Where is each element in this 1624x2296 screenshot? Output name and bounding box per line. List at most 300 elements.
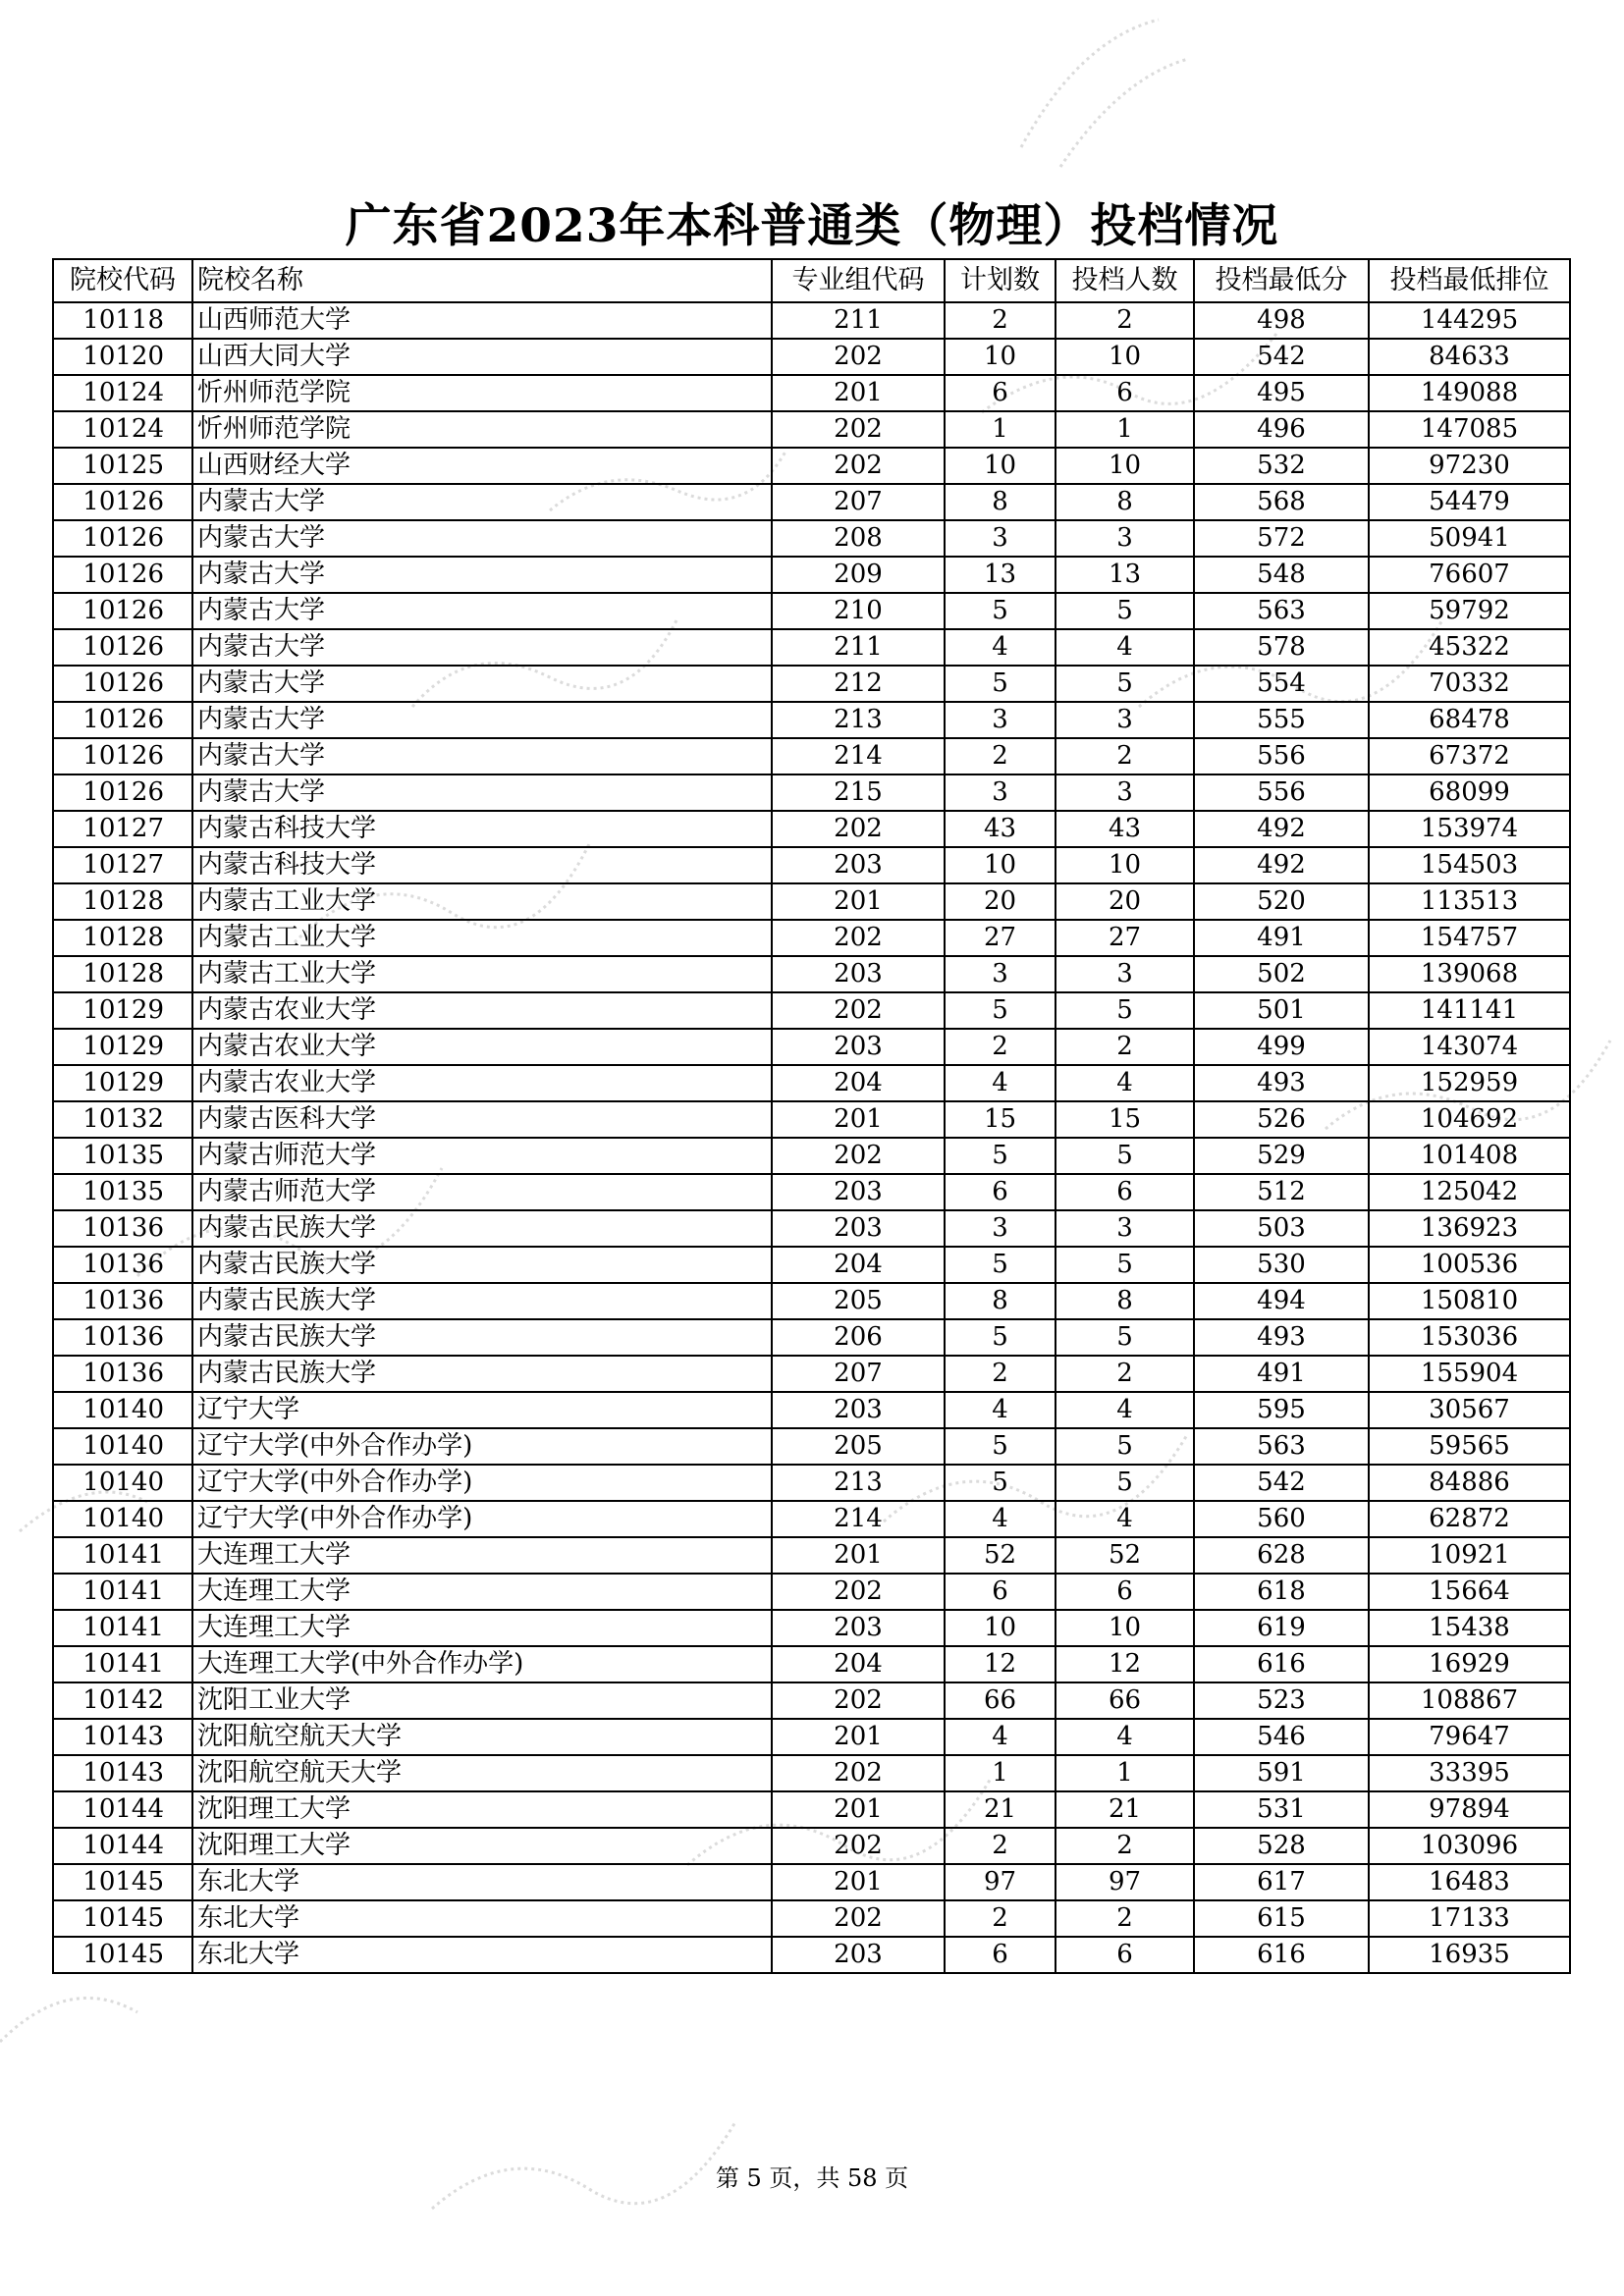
page-title: 广东省2023年本科普通类（物理）投档情况	[345, 199, 1279, 253]
cell-plan: 52	[945, 1537, 1056, 1574]
cell-group-code: 203	[772, 847, 945, 883]
page-footer: 第 5 页，共 58 页	[715, 2164, 909, 2192]
cell-school-name: 内蒙古农业大学	[192, 992, 772, 1029]
cell-school-name: 东北大学	[192, 1937, 772, 1973]
cell-min-rank: 59565	[1369, 1428, 1570, 1465]
cell-admitted: 1	[1056, 411, 1194, 448]
cell-plan: 13	[945, 557, 1056, 593]
cell-admitted: 52	[1056, 1537, 1194, 1574]
cell-min-rank: 152959	[1369, 1065, 1570, 1101]
cell-min-score: 616	[1194, 1646, 1369, 1682]
cell-school-code: 10120	[53, 339, 192, 375]
cell-min-score: 498	[1194, 302, 1369, 339]
cell-min-score: 554	[1194, 666, 1369, 702]
cell-school-code: 10124	[53, 375, 192, 411]
table-row	[53, 666, 1570, 702]
cell-plan: 3	[945, 956, 1056, 992]
cell-admitted: 2	[1056, 1029, 1194, 1065]
cell-group-code: 214	[772, 738, 945, 774]
cell-group-code: 209	[772, 557, 945, 593]
cell-min-rank: 62872	[1369, 1501, 1570, 1537]
cell-min-rank: 84633	[1369, 339, 1570, 375]
cell-group-code: 211	[772, 629, 945, 666]
cell-min-rank: 84886	[1369, 1465, 1570, 1501]
cell-school-name: 内蒙古医科大学	[192, 1101, 772, 1138]
table-row	[53, 1610, 1570, 1646]
table-row	[53, 847, 1570, 883]
cell-min-score: 492	[1194, 811, 1369, 847]
cell-min-score: 555	[1194, 702, 1369, 738]
cell-min-score: 495	[1194, 375, 1369, 411]
table-row	[53, 1029, 1570, 1065]
cell-plan: 10	[945, 1610, 1056, 1646]
cell-plan: 6	[945, 1574, 1056, 1610]
cell-min-score: 502	[1194, 956, 1369, 992]
cell-plan: 10	[945, 339, 1056, 375]
cell-group-code: 207	[772, 1356, 945, 1392]
table-row	[53, 1283, 1570, 1319]
cell-school-name: 内蒙古科技大学	[192, 847, 772, 883]
header-school-name: 院校名称	[192, 259, 772, 302]
cell-plan: 2	[945, 1029, 1056, 1065]
cell-admitted: 4	[1056, 1501, 1194, 1537]
cell-min-rank: 101408	[1369, 1138, 1570, 1174]
cell-min-score: 491	[1194, 1356, 1369, 1392]
cell-school-code: 10128	[53, 883, 192, 920]
cell-school-code: 10136	[53, 1247, 192, 1283]
cell-school-code: 10126	[53, 629, 192, 666]
cell-min-score: 578	[1194, 629, 1369, 666]
cell-school-name: 大连理工大学	[192, 1610, 772, 1646]
cell-school-name: 内蒙古民族大学	[192, 1319, 772, 1356]
cell-group-code: 206	[772, 1319, 945, 1356]
cell-group-code: 208	[772, 520, 945, 557]
cell-group-code: 213	[772, 1465, 945, 1501]
cell-admitted: 5	[1056, 593, 1194, 629]
cell-group-code: 201	[772, 375, 945, 411]
cell-school-code: 10145	[53, 1900, 192, 1937]
cell-min-score: 528	[1194, 1828, 1369, 1864]
cell-min-rank: 144295	[1369, 302, 1570, 339]
cell-school-name: 内蒙古大学	[192, 702, 772, 738]
cell-min-rank: 154503	[1369, 847, 1570, 883]
table-body	[53, 302, 1570, 1973]
cell-group-code: 202	[772, 411, 945, 448]
cell-plan: 43	[945, 811, 1056, 847]
cell-min-score: 492	[1194, 847, 1369, 883]
cell-min-rank: 45322	[1369, 629, 1570, 666]
cell-group-code: 203	[772, 1610, 945, 1646]
cell-school-code: 10125	[53, 448, 192, 484]
cell-min-rank: 33395	[1369, 1755, 1570, 1791]
cell-plan: 8	[945, 484, 1056, 520]
cell-group-code: 202	[772, 992, 945, 1029]
cell-min-score: 616	[1194, 1937, 1369, 1973]
cell-school-name: 内蒙古工业大学	[192, 883, 772, 920]
cell-min-rank: 16483	[1369, 1864, 1570, 1900]
cell-plan: 2	[945, 1900, 1056, 1937]
cell-min-rank: 97894	[1369, 1791, 1570, 1828]
cell-min-rank: 68478	[1369, 702, 1570, 738]
table-row	[53, 629, 1570, 666]
cell-admitted: 3	[1056, 702, 1194, 738]
cell-admitted: 5	[1056, 1428, 1194, 1465]
cell-school-name: 内蒙古民族大学	[192, 1356, 772, 1392]
cell-min-score: 556	[1194, 774, 1369, 811]
table-row	[53, 1682, 1570, 1719]
cell-school-name: 山西师范大学	[192, 302, 772, 339]
cell-min-score: 526	[1194, 1101, 1369, 1138]
table-row	[53, 1900, 1570, 1937]
table-row	[53, 1574, 1570, 1610]
cell-group-code: 214	[772, 1501, 945, 1537]
cell-admitted: 10	[1056, 339, 1194, 375]
cell-group-code: 215	[772, 774, 945, 811]
cell-school-code: 10140	[53, 1465, 192, 1501]
cell-min-rank: 70332	[1369, 666, 1570, 702]
cell-school-code: 10128	[53, 956, 192, 992]
table-row	[53, 738, 1570, 774]
table-row	[53, 593, 1570, 629]
cell-min-score: 503	[1194, 1210, 1369, 1247]
cell-group-code: 213	[772, 702, 945, 738]
cell-min-rank: 15438	[1369, 1610, 1570, 1646]
cell-plan: 6	[945, 1174, 1056, 1210]
cell-plan: 5	[945, 1138, 1056, 1174]
cell-plan: 10	[945, 847, 1056, 883]
cell-min-rank: 153036	[1369, 1319, 1570, 1356]
cell-min-rank: 154757	[1369, 920, 1570, 956]
table-row	[53, 302, 1570, 339]
cell-admitted: 8	[1056, 484, 1194, 520]
cell-min-score: 615	[1194, 1900, 1369, 1937]
cell-admitted: 21	[1056, 1791, 1194, 1828]
cell-admitted: 20	[1056, 883, 1194, 920]
cell-plan: 4	[945, 1065, 1056, 1101]
cell-school-name: 大连理工大学(中外合作办学)	[192, 1646, 772, 1682]
cell-school-code: 10136	[53, 1356, 192, 1392]
table-row	[53, 411, 1570, 448]
cell-school-code: 10140	[53, 1501, 192, 1537]
cell-school-code: 10124	[53, 411, 192, 448]
header-group-code: 专业组代码	[772, 259, 945, 302]
cell-group-code: 203	[772, 1210, 945, 1247]
table-row	[53, 1428, 1570, 1465]
cell-school-code: 10129	[53, 1029, 192, 1065]
cell-min-score: 619	[1194, 1610, 1369, 1646]
cell-group-code: 202	[772, 1828, 945, 1864]
table-row	[53, 1719, 1570, 1755]
header-school-code: 院校代码	[53, 259, 192, 302]
table-row	[53, 956, 1570, 992]
cell-admitted: 5	[1056, 1319, 1194, 1356]
cell-school-code: 10126	[53, 702, 192, 738]
cell-min-rank: 147085	[1369, 411, 1570, 448]
cell-admitted: 15	[1056, 1101, 1194, 1138]
table-row	[53, 1392, 1570, 1428]
cell-school-name: 内蒙古工业大学	[192, 920, 772, 956]
cell-plan: 3	[945, 774, 1056, 811]
table-row	[53, 1319, 1570, 1356]
cell-school-code: 10135	[53, 1138, 192, 1174]
cell-school-code: 10144	[53, 1791, 192, 1828]
cell-group-code: 210	[772, 593, 945, 629]
cell-school-code: 10141	[53, 1537, 192, 1574]
header-min-score: 投档最低分	[1194, 259, 1369, 302]
cell-school-code: 10142	[53, 1682, 192, 1719]
cell-admitted: 3	[1056, 1210, 1194, 1247]
cell-school-name: 沈阳理工大学	[192, 1828, 772, 1864]
cell-group-code: 202	[772, 1900, 945, 1937]
header-plan: 计划数	[945, 259, 1056, 302]
cell-min-rank: 150810	[1369, 1283, 1570, 1319]
header-min-rank: 投档最低排位	[1369, 259, 1570, 302]
table-row	[53, 1864, 1570, 1900]
table-row	[53, 448, 1570, 484]
table-row	[53, 1646, 1570, 1682]
cell-admitted: 5	[1056, 1247, 1194, 1283]
cell-group-code: 202	[772, 448, 945, 484]
cell-school-code: 10128	[53, 920, 192, 956]
cell-admitted: 6	[1056, 1174, 1194, 1210]
cell-plan: 3	[945, 1210, 1056, 1247]
cell-min-rank: 30567	[1369, 1392, 1570, 1428]
table-row	[53, 1828, 1570, 1864]
cell-group-code: 202	[772, 920, 945, 956]
cell-admitted: 5	[1056, 666, 1194, 702]
cell-group-code: 203	[772, 1174, 945, 1210]
cell-school-name: 沈阳工业大学	[192, 1682, 772, 1719]
cell-group-code: 204	[772, 1247, 945, 1283]
table-row	[53, 1174, 1570, 1210]
table-row	[53, 1356, 1570, 1392]
table-row	[53, 1101, 1570, 1138]
cell-plan: 8	[945, 1283, 1056, 1319]
cell-admitted: 10	[1056, 1610, 1194, 1646]
cell-admitted: 5	[1056, 1138, 1194, 1174]
cell-admitted: 2	[1056, 1828, 1194, 1864]
cell-min-score: 523	[1194, 1682, 1369, 1719]
cell-admitted: 43	[1056, 811, 1194, 847]
cell-school-name: 辽宁大学(中外合作办学)	[192, 1465, 772, 1501]
cell-school-name: 内蒙古师范大学	[192, 1138, 772, 1174]
table-row	[53, 1791, 1570, 1828]
cell-school-code: 10126	[53, 774, 192, 811]
cell-min-rank: 108867	[1369, 1682, 1570, 1719]
cell-min-score: 496	[1194, 411, 1369, 448]
table-row	[53, 339, 1570, 375]
cell-school-name: 山西财经大学	[192, 448, 772, 484]
cell-min-score: 542	[1194, 339, 1369, 375]
cell-admitted: 8	[1056, 1283, 1194, 1319]
cell-plan: 5	[945, 992, 1056, 1029]
cell-plan: 4	[945, 1392, 1056, 1428]
cell-school-code: 10126	[53, 666, 192, 702]
cell-admitted: 12	[1056, 1646, 1194, 1682]
cell-school-code: 10141	[53, 1610, 192, 1646]
cell-group-code: 201	[772, 883, 945, 920]
cell-min-rank: 67372	[1369, 738, 1570, 774]
cell-plan: 6	[945, 375, 1056, 411]
table-row	[53, 883, 1570, 920]
cell-min-score: 531	[1194, 1791, 1369, 1828]
table-row	[53, 484, 1570, 520]
cell-school-code: 10118	[53, 302, 192, 339]
cell-school-code: 10143	[53, 1719, 192, 1755]
cell-group-code: 202	[772, 1138, 945, 1174]
cell-group-code: 201	[772, 1791, 945, 1828]
cell-min-score: 546	[1194, 1719, 1369, 1755]
cell-min-rank: 155904	[1369, 1356, 1570, 1392]
cell-group-code: 201	[772, 1101, 945, 1138]
cell-min-rank: 143074	[1369, 1029, 1570, 1065]
cell-plan: 20	[945, 883, 1056, 920]
cell-plan: 5	[945, 1465, 1056, 1501]
cell-min-rank: 141141	[1369, 992, 1570, 1029]
table-row	[53, 1138, 1570, 1174]
cell-plan: 97	[945, 1864, 1056, 1900]
cell-school-name: 内蒙古大学	[192, 666, 772, 702]
cell-school-code: 10129	[53, 1065, 192, 1101]
cell-school-code: 10129	[53, 992, 192, 1029]
cell-min-rank: 17133	[1369, 1900, 1570, 1937]
table-row	[53, 557, 1570, 593]
cell-group-code: 201	[772, 1719, 945, 1755]
cell-school-name: 沈阳理工大学	[192, 1791, 772, 1828]
cell-school-name: 内蒙古农业大学	[192, 1065, 772, 1101]
cell-min-score: 560	[1194, 1501, 1369, 1537]
cell-group-code: 205	[772, 1428, 945, 1465]
cell-min-rank: 153974	[1369, 811, 1570, 847]
cell-school-name: 忻州师范学院	[192, 375, 772, 411]
cell-plan: 2	[945, 1828, 1056, 1864]
cell-plan: 2	[945, 738, 1056, 774]
table-row	[53, 1247, 1570, 1283]
cell-admitted: 3	[1056, 520, 1194, 557]
cell-admitted: 3	[1056, 774, 1194, 811]
cell-min-rank: 54479	[1369, 484, 1570, 520]
cell-admitted: 10	[1056, 847, 1194, 883]
cell-school-code: 10140	[53, 1428, 192, 1465]
cell-school-code: 10145	[53, 1864, 192, 1900]
cell-school-code: 10126	[53, 520, 192, 557]
cell-admitted: 5	[1056, 992, 1194, 1029]
cell-min-rank: 16929	[1369, 1646, 1570, 1682]
cell-plan: 2	[945, 302, 1056, 339]
cell-school-code: 10141	[53, 1574, 192, 1610]
cell-admitted: 97	[1056, 1864, 1194, 1900]
cell-school-name: 内蒙古大学	[192, 629, 772, 666]
cell-min-rank: 113513	[1369, 883, 1570, 920]
cell-min-score: 493	[1194, 1065, 1369, 1101]
cell-plan: 12	[945, 1646, 1056, 1682]
cell-min-rank: 104692	[1369, 1101, 1570, 1138]
table-row	[53, 1755, 1570, 1791]
table-row	[53, 375, 1570, 411]
cell-min-score: 591	[1194, 1755, 1369, 1791]
cell-min-rank: 10921	[1369, 1537, 1570, 1574]
cell-school-name: 辽宁大学	[192, 1392, 772, 1428]
cell-school-name: 东北大学	[192, 1900, 772, 1937]
cell-plan: 4	[945, 629, 1056, 666]
cell-school-name: 辽宁大学(中外合作办学)	[192, 1501, 772, 1537]
cell-min-rank: 79647	[1369, 1719, 1570, 1755]
table-row	[53, 1501, 1570, 1537]
cell-school-code: 10140	[53, 1392, 192, 1428]
cell-min-score: 595	[1194, 1392, 1369, 1428]
cell-group-code: 207	[772, 484, 945, 520]
cell-plan: 27	[945, 920, 1056, 956]
cell-admitted: 27	[1056, 920, 1194, 956]
cell-admitted: 2	[1056, 738, 1194, 774]
cell-admitted: 4	[1056, 1065, 1194, 1101]
cell-school-code: 10136	[53, 1283, 192, 1319]
cell-plan: 2	[945, 1356, 1056, 1392]
cell-school-name: 内蒙古大学	[192, 774, 772, 811]
cell-plan: 4	[945, 1719, 1056, 1755]
cell-min-score: 617	[1194, 1864, 1369, 1900]
cell-group-code: 204	[772, 1646, 945, 1682]
cell-min-score: 532	[1194, 448, 1369, 484]
cell-group-code: 211	[772, 302, 945, 339]
cell-min-rank: 139068	[1369, 956, 1570, 992]
cell-min-score: 563	[1194, 593, 1369, 629]
cell-school-name: 东北大学	[192, 1864, 772, 1900]
cell-school-name: 内蒙古大学	[192, 557, 772, 593]
table-row	[53, 811, 1570, 847]
cell-min-score: 494	[1194, 1283, 1369, 1319]
cell-group-code: 201	[772, 1864, 945, 1900]
cell-group-code: 203	[772, 1937, 945, 1973]
cell-school-name: 内蒙古大学	[192, 593, 772, 629]
cell-admitted: 2	[1056, 1356, 1194, 1392]
cell-school-name: 忻州师范学院	[192, 411, 772, 448]
cell-school-code: 10127	[53, 847, 192, 883]
cell-school-name: 辽宁大学(中外合作办学)	[192, 1428, 772, 1465]
cell-group-code: 212	[772, 666, 945, 702]
cell-school-code: 10126	[53, 557, 192, 593]
cell-plan: 21	[945, 1791, 1056, 1828]
cell-school-code: 10144	[53, 1828, 192, 1864]
cell-admitted: 66	[1056, 1682, 1194, 1719]
cell-admitted: 6	[1056, 1574, 1194, 1610]
cell-school-name: 内蒙古科技大学	[192, 811, 772, 847]
cell-group-code: 203	[772, 1029, 945, 1065]
cell-admitted: 6	[1056, 1937, 1194, 1973]
cell-min-score: 499	[1194, 1029, 1369, 1065]
cell-group-code: 202	[772, 1755, 945, 1791]
cell-plan: 1	[945, 411, 1056, 448]
cell-school-name: 内蒙古师范大学	[192, 1174, 772, 1210]
cell-group-code: 201	[772, 1537, 945, 1574]
cell-admitted: 4	[1056, 1719, 1194, 1755]
cell-plan: 15	[945, 1101, 1056, 1138]
cell-plan: 5	[945, 1428, 1056, 1465]
cell-plan: 5	[945, 593, 1056, 629]
table-row	[53, 520, 1570, 557]
table-row	[53, 1937, 1570, 1973]
cell-min-rank: 50941	[1369, 520, 1570, 557]
cell-school-name: 山西大同大学	[192, 339, 772, 375]
cell-plan: 5	[945, 1319, 1056, 1356]
cell-min-rank: 136923	[1369, 1210, 1570, 1247]
cell-min-rank: 15664	[1369, 1574, 1570, 1610]
cell-plan: 3	[945, 702, 1056, 738]
table-row	[53, 774, 1570, 811]
cell-admitted: 2	[1056, 1900, 1194, 1937]
cell-school-name: 内蒙古农业大学	[192, 1029, 772, 1065]
cell-min-rank: 100536	[1369, 1247, 1570, 1283]
